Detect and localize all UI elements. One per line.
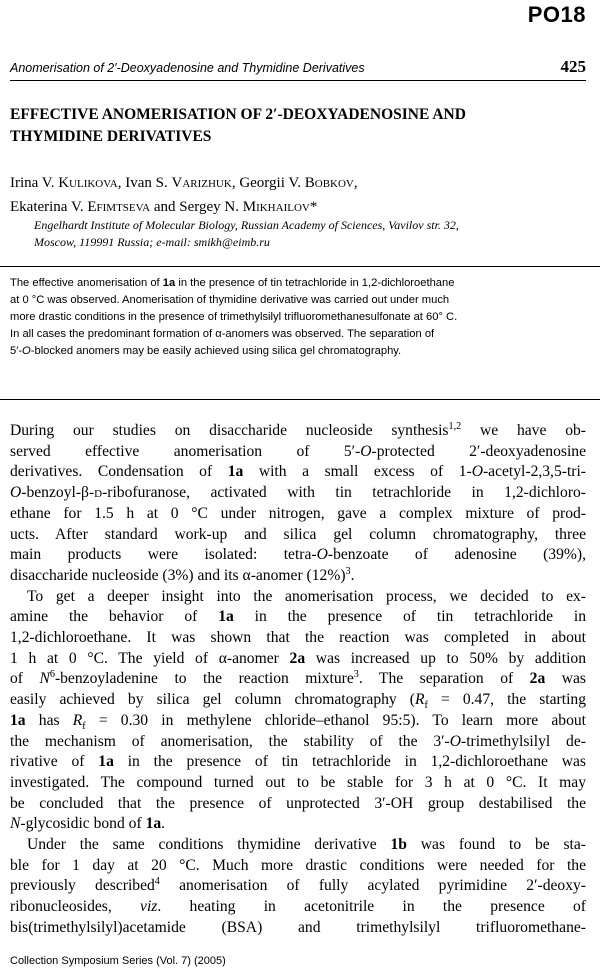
author-family: Bobkov xyxy=(304,175,354,191)
body-line: be concluded that the presence of unprotected 3′-OH group destabilised the xyxy=(10,794,586,812)
title-line: EFFECTIVE ANOMERISATION OF 2′-DEOXYADENOSINE AND xyxy=(10,106,466,123)
abstract-line: at 0 °C was observed. Anomerisation of thymidine derivative was carried out under much xyxy=(10,294,450,306)
text-run: Under the same conditions thymidine derivative xyxy=(27,836,391,854)
text-run: of xyxy=(10,670,40,688)
author-given: Georgii V. xyxy=(239,175,305,191)
corresponding-author-mark: * xyxy=(309,199,318,215)
body-line: bis(trimethylsilyl)acetamide (BSA) and trimethylsilyl trifluoromethane- xyxy=(10,918,586,936)
compound-ref: 1a xyxy=(218,608,234,626)
text-run: the mechanism of anomerisation, the stability of the 3′- xyxy=(10,732,450,750)
italic-run: O xyxy=(10,484,22,502)
abstract-line: In all cases the predominant formation of α-anomers was observed. The separation of xyxy=(10,328,435,340)
abstract-line xyxy=(10,343,586,360)
text-run: -protected 2′-deoxyadenosine xyxy=(371,442,586,460)
italic-run: N xyxy=(10,815,21,833)
affiliation-line: Moscow, 119991 Russia; e-mail: smikh@eimb.ru xyxy=(34,235,270,249)
author-separator: , xyxy=(353,175,358,191)
text-run: served effective anomerisation of 5′- xyxy=(10,442,361,460)
compound-ref: 2a xyxy=(289,649,306,667)
author-separator: and xyxy=(150,199,180,215)
text-run: was found to be sta- xyxy=(406,836,586,854)
text-run: -glycosidic bond of xyxy=(20,815,146,833)
text-run: -ribofuranose, activated with tin tetrachloride in 1,2-dichloro- xyxy=(102,484,586,502)
text-run: = 0.47, the starting xyxy=(427,691,586,709)
subscript: f xyxy=(82,720,86,732)
body-line xyxy=(10,876,586,897)
author-family: Mikhailov xyxy=(242,199,310,215)
abstract-line: more drastic conditions in the presence of trimethylsilyl trifluoromethanesulfonate at 60° C. xyxy=(10,311,458,323)
compound-ref: 1a xyxy=(227,463,244,481)
italic-run: R xyxy=(415,691,425,709)
text-run: 1 h at 0 °C. The yield of α-anomer xyxy=(10,649,290,667)
superscript: 6 xyxy=(49,669,55,681)
italic-run: N xyxy=(39,670,50,688)
text-run: -trimethylsilyl de- xyxy=(461,732,586,750)
italic-run: O xyxy=(449,732,461,750)
page-number: 425 xyxy=(560,57,586,76)
body-line xyxy=(10,752,586,773)
abstract xyxy=(10,275,586,360)
author-given: Ekaterina V. xyxy=(10,199,88,215)
compound-ref: 1a xyxy=(145,815,162,833)
author-family: Efimtseva xyxy=(87,199,151,215)
text-run: rivative of xyxy=(10,753,99,771)
text-run: . The separation of xyxy=(358,670,530,688)
body-line xyxy=(10,483,586,504)
text-run: . xyxy=(350,566,355,584)
abstract-line xyxy=(10,275,586,292)
author-family: Kulikova xyxy=(58,175,118,191)
text-run: derivatives. Condensation of xyxy=(10,463,228,481)
body-line xyxy=(10,545,586,566)
subscript: f xyxy=(424,700,428,712)
running-header xyxy=(10,56,586,81)
text-run: with a small excess of 1- xyxy=(243,463,472,481)
body-line xyxy=(10,566,586,587)
small-caps-run: d xyxy=(94,484,103,502)
compound-ref: 2a xyxy=(529,670,546,688)
compound-ref: 1a xyxy=(10,711,26,729)
italic-run: O xyxy=(316,546,328,564)
text-run: main products were isolated: tetra- xyxy=(10,546,317,564)
body-line xyxy=(10,442,586,463)
body-line xyxy=(10,732,586,753)
text-run: -blocked anomers may be easily achieved using silica gel chromatography. xyxy=(30,345,402,357)
body-line xyxy=(10,897,586,918)
body-line: investigated. The compound turned out to be stable for 3 h at 0 °C. It may xyxy=(10,773,586,791)
text-run: During our studies on disaccharide nucleoside synthesis xyxy=(10,422,449,439)
citation: 4 xyxy=(154,876,160,888)
text-run: in the presence of tin tetrachloride in xyxy=(233,608,586,626)
body-line xyxy=(10,421,586,442)
text-run: -benzoyl-β- xyxy=(21,484,95,502)
text-run: = 0.30 in methylene chloride–ethanol 95:5). To learn more about xyxy=(85,711,587,729)
text-run: disaccharide nucleoside (3%) and its α-anomer (12%) xyxy=(10,566,346,584)
text-run: previously described xyxy=(10,877,155,895)
citation: 3 xyxy=(345,565,351,577)
running-title: Anomerisation of 2′-Deoxyadenosine and Thymidine Derivatives xyxy=(10,61,365,75)
page-code: PO18 xyxy=(527,2,586,27)
body-line xyxy=(10,462,586,483)
text-run: was xyxy=(545,670,586,688)
body-line: ethane for 1.5 h at 0 °C under nitrogen, gave a complex mixture of prod- xyxy=(10,504,586,522)
text-run: -benzoate of adenosine (39%), xyxy=(327,546,586,564)
text-run: was increased up to 50% by addition xyxy=(305,649,586,667)
author-given: Ivan S. xyxy=(125,175,172,191)
italic-run: O xyxy=(22,345,31,357)
text-run: . xyxy=(161,815,166,833)
author-given: Irina V. xyxy=(10,175,59,191)
body-line xyxy=(10,711,586,732)
text-run: -acetyl-2,3,5-tri- xyxy=(482,463,586,481)
author-separator: , xyxy=(117,175,126,191)
body-line xyxy=(10,814,586,835)
text-run: has xyxy=(25,711,73,729)
author-line xyxy=(10,171,358,195)
author-family: Varizhuk xyxy=(171,175,232,191)
italic-run: R xyxy=(72,711,83,729)
text-run: The effective anomerisation of xyxy=(10,277,163,289)
text-run: easily achieved by silica gel column chromatography ( xyxy=(10,691,415,709)
body-line: ble for 1 day at 20 °C. Much more drastic conditions were needed for the xyxy=(10,856,586,874)
text-run: anomerisation of fully acylated pyrimidine 2′-deoxy- xyxy=(159,877,586,895)
italic-run: O xyxy=(360,442,372,460)
citation: 3 xyxy=(353,669,359,681)
text-run: in the presence of tin tetrachloride in 1,2-dichloroethane xyxy=(175,277,455,289)
text-run: . heating in acetonitrile in the presence of xyxy=(157,898,587,916)
compound-ref: 1a xyxy=(98,753,114,771)
article-title xyxy=(10,104,586,148)
body-line: ucts. After standard work-up and silica gel column chromatography, three xyxy=(10,525,586,543)
text-run: we have ob- xyxy=(461,422,586,439)
author-given: Sergey N. xyxy=(179,199,243,215)
body-line xyxy=(10,690,586,711)
text-run: 5′- xyxy=(10,345,23,357)
body-line: 1,2-dichloroethane. It was shown that the reaction was completed in about xyxy=(10,629,586,647)
affiliation-line: Engelhardt Institute of Molecular Biology, Russian Academy of Sciences, Vavilov str. 32, xyxy=(34,218,459,232)
text-run: -benzoyladenine to the reaction mixture xyxy=(54,670,354,688)
compound-ref: 1b xyxy=(390,836,407,854)
text-run: amine the behavior of xyxy=(10,608,219,626)
compound-ref: 1a xyxy=(162,277,176,289)
text-run: in the presence of tin tetrachloride in 1,2-dichloroethane was xyxy=(113,753,586,771)
italic-run: viz xyxy=(140,898,158,916)
abstract-box xyxy=(0,266,600,400)
affiliation xyxy=(34,217,459,251)
citation: 1,2 xyxy=(448,420,462,432)
body-line xyxy=(10,669,586,690)
author-list xyxy=(10,171,358,219)
author-separator: , xyxy=(231,175,240,191)
body-line xyxy=(10,649,586,670)
footer: Collection Symposium Series (Vol. 7) (2005) xyxy=(10,955,226,967)
title-line: THYMIDINE DERIVATIVES xyxy=(10,128,212,145)
author-line xyxy=(10,195,358,219)
body-line: To get a deeper insight into the anomerisation process, we decided to ex- xyxy=(27,587,586,605)
italic-run: O xyxy=(471,463,483,481)
body-line xyxy=(10,835,586,856)
body-text xyxy=(10,421,586,939)
text-run: ribonucleosides, xyxy=(10,898,141,916)
body-line xyxy=(10,607,586,628)
